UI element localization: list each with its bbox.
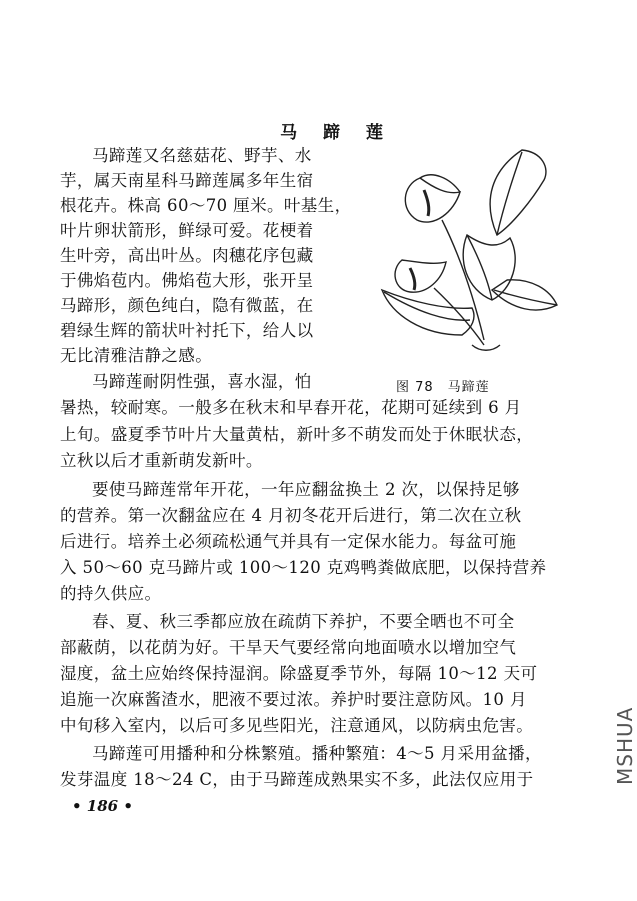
text-line: 部蔽荫，以花荫为好。干旱天气要经常向地面喷水以增加空气 (60, 638, 517, 657)
text-line: 上旬。盛夏季节叶片大量黄枯，新叶多不萌发而处于休眠状态， (60, 425, 534, 444)
text-line: 追施一次麻酱渣水，肥液不要过浓。养护时要注意防风。10 月 (60, 690, 527, 709)
text-line: 立秋以后才重新萌发新叶。 (60, 451, 263, 470)
text-line: 的营养。第一次翻盆应在 4 月初冬花开后进行，第二次在立秋 (60, 506, 522, 525)
text-line: 发芽温度 18～24 C，由于马蹄莲成熟果实不多，此法仅应用于 (60, 770, 534, 789)
text-line: 中旬移入室内，以后可多见些阳光，注意通风，以防病虫危害。 (60, 716, 534, 735)
page-number: • 186 • (72, 797, 133, 815)
watermark: MSHUA (613, 706, 637, 785)
text-line: 暑热，较耐寒。一般多在秋末和早春开花，花期可延续到 6 月 (60, 398, 522, 417)
text-line: 入 50～60 克马蹄片或 100～120 克鸡鸭粪做底肥，以保持营养 (60, 558, 547, 577)
text-line: 后进行。培养土必须疏松通气并具有一定保水能力。每盆可施 (60, 532, 517, 551)
text-line: 要使马蹄莲常年开花，一年应翻盆换土 2 次，以保持足够 (92, 480, 520, 499)
text-line: 马蹄莲耐阴性强，喜水湿，怕 (92, 372, 312, 391)
text-line: 春、夏、秋三季都应放在疏荫下养护，不要全晒也不可全 (92, 612, 515, 631)
page-title: 马 蹄 莲 (280, 123, 393, 143)
text-line: 马蹄形，颜色纯白，隐有微蓝，在 (60, 296, 314, 315)
figure-caption: 图 78 马蹄莲 (396, 380, 490, 395)
calla-lily-illustration (372, 140, 572, 380)
text-line: 马蹄莲又名慈菇花、野芋、水 (92, 146, 312, 165)
text-line: 于佛焰苞内。佛焰苞大形，张开呈 (60, 271, 314, 290)
text-line: 马蹄莲可用播种和分株繁殖。播种繁殖：4～5 月采用盆播， (92, 744, 542, 763)
text-line: 叶片卵状箭形，鲜绿可爱。花梗着 (60, 221, 314, 240)
text-line: 湿度，盆土应始终保持湿润。除盛夏季节外，每隔 10～12 天可 (60, 664, 538, 683)
text-line: 生叶旁，高出叶丛。肉穗花序包藏 (60, 246, 314, 265)
text-line: 根花卉。株高 60～70 厘米。叶基生， (60, 196, 352, 215)
text-line: 无比清雅洁静之感。 (60, 346, 213, 365)
text-line: 芋，属天南星科马蹄莲属多年生宿 (60, 171, 314, 190)
text-line: 的持久供应。 (60, 584, 162, 603)
text-line: 碧绿生辉的箭状叶衬托下，给人以 (60, 321, 314, 340)
